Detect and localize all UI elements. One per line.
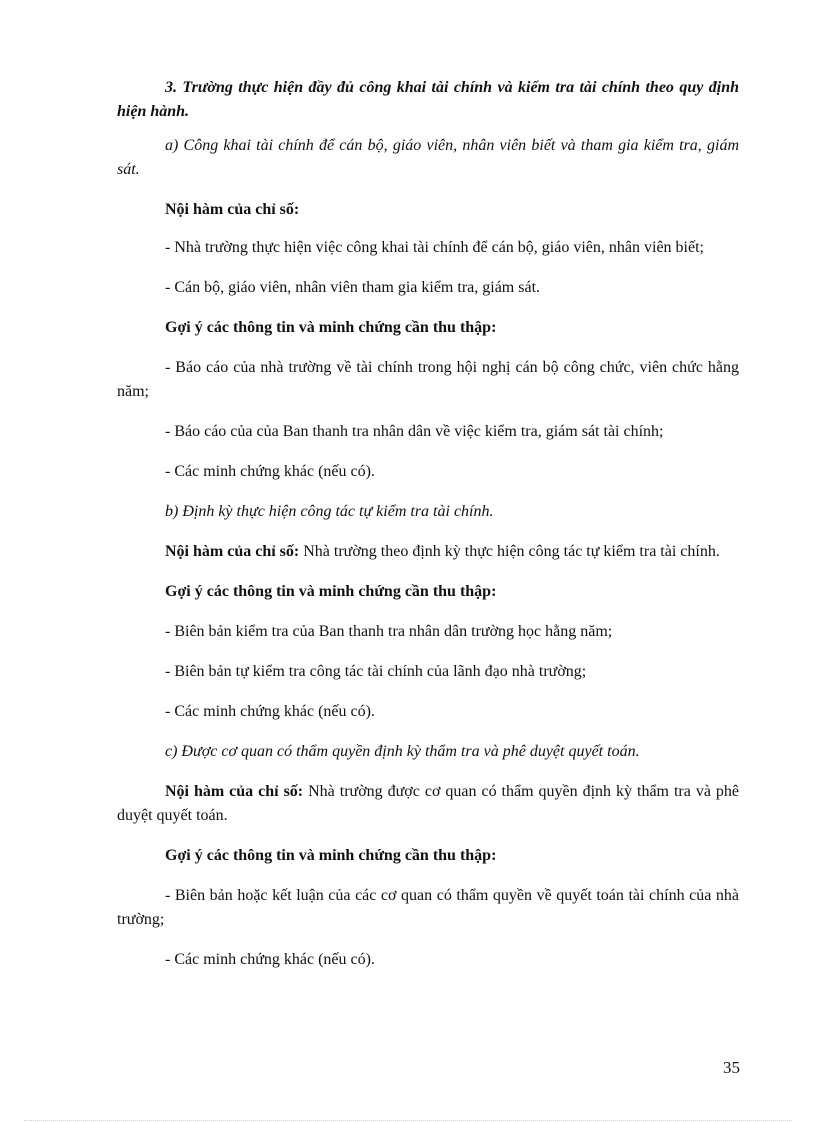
section-a-goi-y-item: - Báo cáo của của Ban thanh tra nhân dân về việc kiểm tra, giám sát tài chính; (165, 423, 664, 440)
section-c-noi-ham-label: Nội hàm của chỉ số: (165, 783, 304, 800)
section-b-noi-ham-text: Nhà trường theo định kỳ thực hiện công tác tự kiểm tra tài chính. (299, 543, 720, 560)
section-c-goi-y-label: Gợi ý các thông tin và minh chứng cần thu thập: (165, 847, 497, 864)
section-c-noi-ham (117, 780, 739, 828)
section-b-noi-ham-label: Nội hàm của chỉ số: (165, 543, 300, 560)
section-a-goi-y-item: - Báo cáo của nhà trường về tài chính trong hội nghị cán bộ công chức, viên chức hằng năm; (117, 359, 739, 400)
criterion-heading (117, 76, 739, 124)
document-page (117, 76, 739, 988)
section-a-goi-y-item: - Các minh chứng khác (nếu có). (165, 463, 375, 480)
criterion-heading-line1: 3. Trường thực hiện đầy đủ công khai tài chính và kiểm tra tài chính (165, 79, 641, 96)
section-b-goi-y-item: - Biên bản kiểm tra của Ban thanh tra nhân dân trường học hằng năm; (165, 623, 613, 640)
section-b-goi-y-item: - Biên bản tự kiểm tra công tác tài chính của lãnh đạo nhà trường; (165, 663, 587, 680)
section-c-goi-y-item: - Biên bản hoặc kết luận của các cơ quan có thẩm quyền về quyết toán tài chính của nhà trường; (117, 887, 739, 928)
section-c-title: c) Được cơ quan có thẩm quyền định kỳ thẩm tra và phê duyệt quyết toán. (165, 743, 640, 760)
section-b-title: b) Định kỳ thực hiện công tác tự kiểm tra tài chính. (165, 503, 494, 520)
section-a-title: a) Công khai tài chính để cán bộ, giáo viên, nhân viên biết và tham gia kiểm tra, giám sát. (117, 137, 739, 178)
section-a-noi-ham-item: - Nhà trường thực hiện việc công khai tài chính để cán bộ, giáo viên, nhân viên biết; (165, 239, 704, 256)
section-a-noi-ham-item: - Cán bộ, giáo viên, nhân viên tham gia kiểm tra, giám sát. (165, 279, 541, 296)
section-b-goi-y-label: Gợi ý các thông tin và minh chứng cần thu thập: (165, 583, 497, 600)
criterion-heading-line2: theo quy định hiện hành. (117, 79, 740, 120)
page-number: 35 (723, 1058, 740, 1077)
section-b-goi-y-item: - Các minh chứng khác (nếu có). (165, 703, 375, 720)
section-c-noi-ham-text: Nhà trường được cơ quan có thẩm quyền định kỳ thẩm tra và phê duyệt quyết toán. (117, 783, 739, 824)
section-b-noi-ham (117, 540, 739, 564)
section-c-goi-y-item: - Các minh chứng khác (nếu có). (165, 951, 375, 968)
section-a-noi-ham-label: Nội hàm của chỉ số: (165, 201, 300, 218)
section-a-goi-y-label: Gợi ý các thông tin và minh chứng cần thu thập: (165, 319, 497, 336)
page-bottom-divider (24, 1120, 792, 1121)
